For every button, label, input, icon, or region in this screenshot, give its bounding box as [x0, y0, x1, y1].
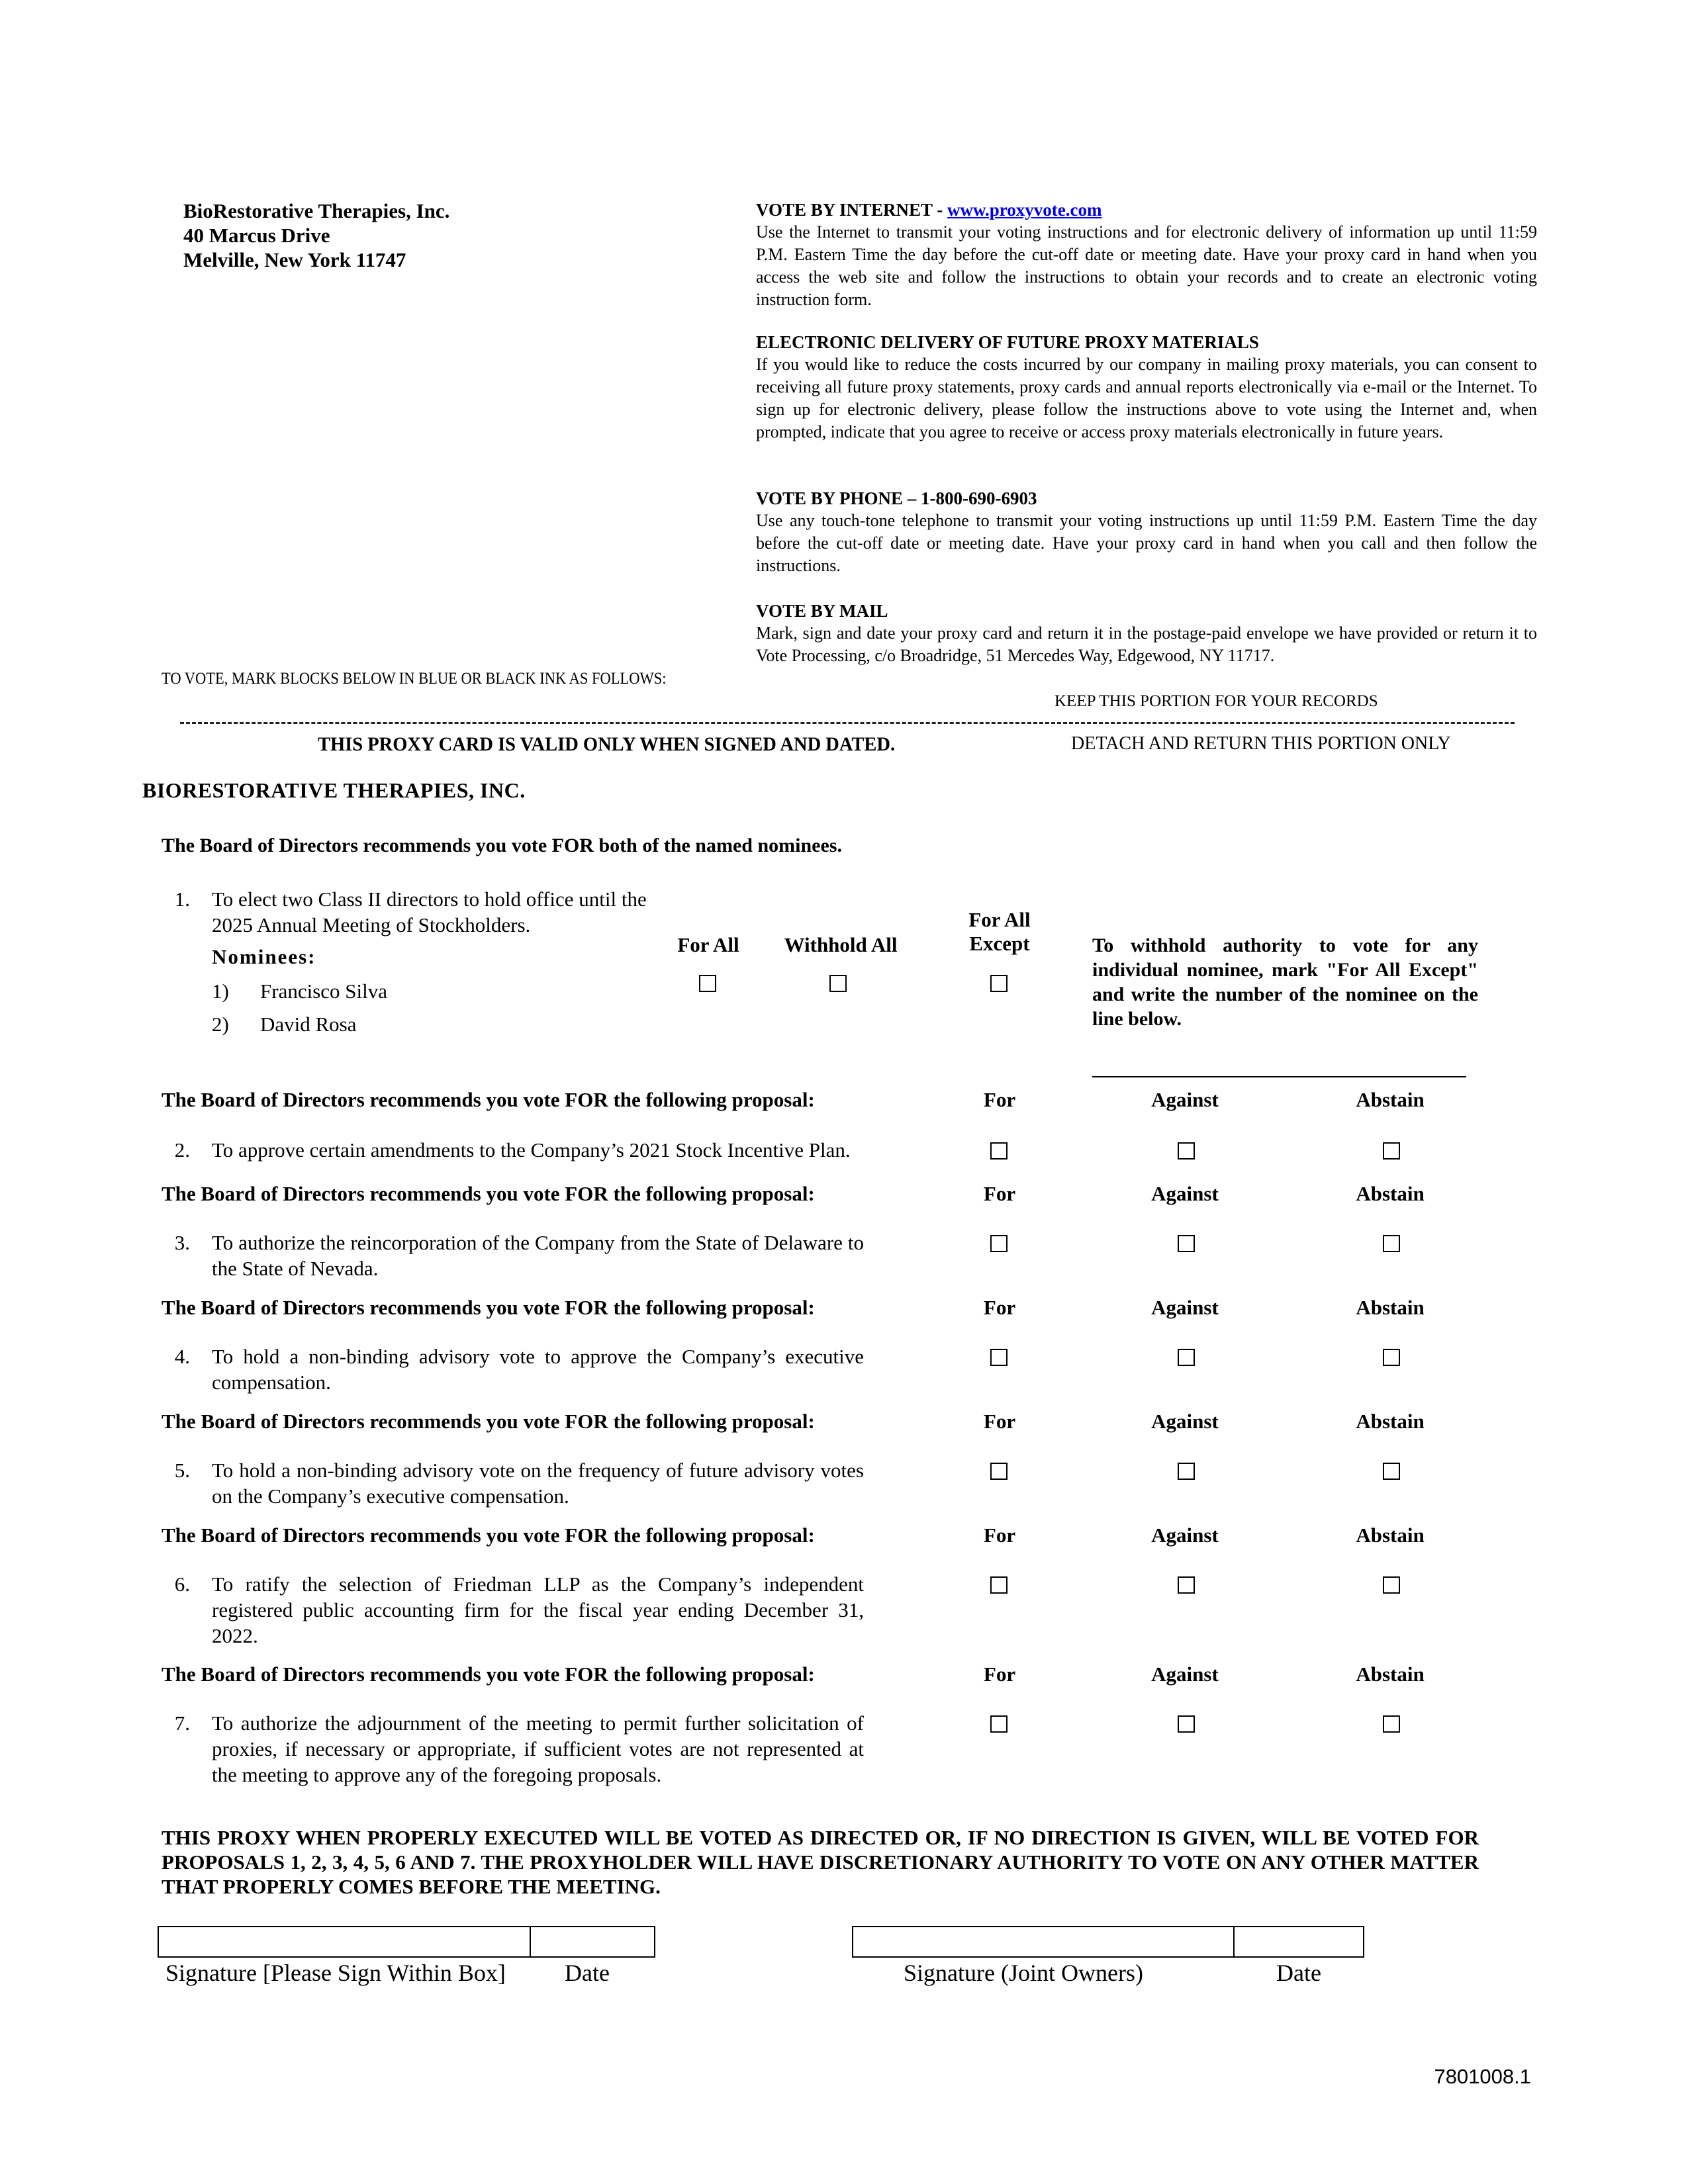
proposal-5-text: To hold a non-binding advisory vote on the frequency of future advisory votes on the Company’s executive compensation.	[212, 1459, 864, 1508]
proposal-4-recommendation: The Board of Directors recommends you vote FOR the following proposal:	[162, 1296, 815, 1319]
proposal-6-abstain-checkbox[interactable]	[1383, 1576, 1400, 1594]
proposal-3-recommendation: The Board of Directors recommends you vote FOR the following proposal:	[162, 1182, 815, 1205]
keep-portion-label: KEEP THIS PORTION FOR YOUR RECORDS	[1055, 692, 1378, 710]
company-name: BioRestorative Therapies, Inc.	[183, 199, 450, 222]
item-1-number: 1.	[174, 887, 190, 911]
proposal-5-col-abstain: Abstain	[1356, 1410, 1425, 1433]
proposal-7-number: 7.	[174, 1711, 190, 1735]
proposal-2-abstain-checkbox[interactable]	[1383, 1142, 1400, 1160]
vote-mail-section	[756, 600, 1537, 667]
proposal-5-abstain-checkbox[interactable]	[1383, 1463, 1400, 1480]
signature-label: Signature [Please Sign Within Box]	[165, 1960, 506, 1986]
to-vote-instruction: TO VOTE, MARK BLOCKS BELOW IN BLUE OR BLACK INK AS FOLLOWS:	[162, 670, 667, 688]
proposal-7-text: To authorize the adjournment of the meeting to permit further solicitation of proxies, if necessary or appropriate, if sufficient votes are not represented at the meeting to approve any of the foregoing proposals.	[212, 1711, 864, 1786]
vote-internet-body: Use the Internet to transmit your voting instructions and for electronic delivery of information up until 11:59 P.M. Eastern Time the day before the cut-off date or meeting date. Have your proxy card in hand when you access the web site and follow the instructions to obtain your records and to create an electronic voting instruction form.	[756, 222, 1537, 309]
proposal-4-for-checkbox[interactable]	[990, 1349, 1008, 1366]
proposal-3-abstain-checkbox[interactable]	[1383, 1235, 1400, 1252]
proposal-4-text: To hold a non-binding advisory vote to approve the Company’s executive compensation.	[212, 1345, 864, 1394]
vote-mail-body: Mark, sign and date your proxy card and return it in the postage-paid envelope we have provided or return it to Vote Processing, c/o Broadridge, 51 Mercedes Way, Edgewood, NY 11717.	[756, 623, 1537, 665]
proposal-5-against-checkbox[interactable]	[1178, 1463, 1195, 1480]
nominee-2-num: 2)	[212, 1013, 229, 1036]
joint-date-label: Date	[1276, 1960, 1321, 1986]
electronic-delivery-section	[756, 331, 1537, 443]
directors-recommendation: The Board of Directors recommends you vote FOR both of the named nominees.	[162, 835, 842, 856]
electronic-delivery-heading: ELECTRONIC DELIVERY OF FUTURE PROXY MATERIALS	[756, 332, 1259, 352]
vote-phone-section	[756, 487, 1537, 577]
proposal-3-against-checkbox[interactable]	[1178, 1235, 1195, 1252]
proposal-4-col-for: For	[983, 1296, 1016, 1319]
proposal-2-col-against: Against	[1151, 1088, 1219, 1111]
col-for-all: For All	[677, 933, 739, 956]
proposal-4-against-checkbox[interactable]	[1178, 1349, 1195, 1366]
proposal-3-text: To authorize the reincorporation of the Company from the State of Delaware to the State of Nevada.	[212, 1231, 864, 1280]
proposal-2-number: 2.	[174, 1138, 190, 1161]
proposal-7-for-checkbox[interactable]	[990, 1715, 1008, 1733]
proxy-warning: THIS PROXY WHEN PROPERLY EXECUTED WILL BE VOTED AS DIRECTED OR, IF NO DIRECTION IS GIVEN, WILL BE VOTED FOR PROPOSALS 1, 2, 3, 4, 5, 6 AND 7. THE PROXYHOLDER WILL HAVE DISCRETIONARY AUTHORITY TO VOTE ON ANY OTHER MATTER THAT PROPERLY COMES BEFORE THE MEETING.	[162, 1826, 1479, 1898]
vote-internet-section	[756, 199, 1537, 311]
proposal-7-recommendation: The Board of Directors recommends you vote FOR the following proposal:	[162, 1662, 815, 1686]
proposal-6-against-checkbox[interactable]	[1178, 1576, 1195, 1594]
vote-phone-heading: VOTE BY PHONE – 1-800-690-6903	[756, 488, 1037, 508]
withhold-all-checkbox[interactable]	[829, 975, 847, 992]
proposal-6-text: To ratify the selection of Friedman LLP as the Company’s independent registered public accounting firm for the fiscal year ending December 31, 2022.	[212, 1572, 864, 1647]
proposal-2-col-abstain: Abstain	[1356, 1088, 1425, 1111]
proposal-6-recommendation: The Board of Directors recommends you vote FOR the following proposal:	[162, 1524, 815, 1547]
nominee-2-name: David Rosa	[260, 1013, 357, 1036]
proposal-6-col-against: Against	[1151, 1524, 1219, 1547]
for-all-except-checkbox[interactable]	[990, 975, 1008, 992]
withhold-instruction: To withhold authority to vote for any individual nominee, mark "For All Except" and write the number of the nominee on the line below.	[1092, 934, 1478, 1030]
proposal-5-col-for: For	[983, 1410, 1016, 1433]
proxyvote-link[interactable]: www.proxyvote.com	[947, 200, 1102, 220]
valid-notice: THIS PROXY CARD IS VALID ONLY WHEN SIGNED AND DATED.	[318, 733, 896, 755]
proposal-7-col-abstain: Abstain	[1356, 1662, 1425, 1686]
proposal-5-for-checkbox[interactable]	[990, 1463, 1008, 1480]
proposal-6-col-abstain: Abstain	[1356, 1524, 1425, 1547]
proposal-2-text: To approve certain amendments to the Company’s 2021 Stock Incentive Plan.	[212, 1138, 851, 1161]
signature-box[interactable]	[158, 1926, 531, 1958]
joint-signature-label: Signature (Joint Owners)	[904, 1960, 1143, 1986]
proposal-3-col-abstain: Abstain	[1356, 1182, 1425, 1205]
proposal-5-recommendation: The Board of Directors recommends you vote FOR the following proposal:	[162, 1410, 815, 1433]
proposal-3-number: 3.	[174, 1231, 190, 1254]
nominee-number-line[interactable]	[1092, 1076, 1466, 1077]
proposal-6-number: 6.	[174, 1572, 190, 1596]
for-all-checkbox[interactable]	[699, 975, 716, 992]
document-code: 7801008.1	[1434, 2065, 1531, 2088]
electronic-delivery-body: If you would like to reduce the costs incurred by our company in mailing proxy materials, you can consent to receiving all future proxy statements, proxy cards and annual reports electronically via e-mail or the Internet. To sign up for electronic delivery, please follow the instructions above to vote using the Internet and, when prompted, indicate that you agree to receive or access proxy materials electronically in future years.	[756, 355, 1537, 441]
item-1-text: To elect two Class II directors to hold office until the 2025 Annual Meeting of Stockholders.	[212, 887, 647, 936]
proposal-7-col-for: For	[983, 1662, 1016, 1686]
nominee-1-name: Francisco Silva	[260, 979, 387, 1003]
proposal-7-abstain-checkbox[interactable]	[1383, 1715, 1400, 1733]
col-for-all-except: For All Except	[968, 908, 1031, 955]
vote-phone-body: Use any touch-tone telephone to transmit your voting instructions up until 11:59 P.M. Eastern Time the day before the cut-off date or meeting date. Have your proxy card in hand when you call and then follow the instructions.	[756, 511, 1537, 575]
proposal-3-col-against: Against	[1151, 1182, 1219, 1205]
proposal-5-col-against: Against	[1151, 1410, 1219, 1433]
proposal-4-number: 4.	[174, 1345, 190, 1368]
company-street: 40 Marcus Drive	[183, 224, 330, 247]
proposal-5-number: 5.	[174, 1459, 190, 1482]
proposal-4-abstain-checkbox[interactable]	[1383, 1349, 1400, 1366]
proposal-3-for-checkbox[interactable]	[990, 1235, 1008, 1252]
vote-mail-heading: VOTE BY MAIL	[756, 601, 888, 621]
proposal-4-col-against: Against	[1151, 1296, 1219, 1319]
proposal-6-col-for: For	[983, 1524, 1016, 1547]
proposal-2-against-checkbox[interactable]	[1178, 1142, 1195, 1160]
signature-date-box[interactable]	[530, 1926, 655, 1958]
proposal-3-col-for: For	[983, 1182, 1016, 1205]
joint-signature-box[interactable]	[852, 1926, 1235, 1958]
nominees-label: Nominees:	[212, 945, 316, 968]
card-title: BIORESTORATIVE THERAPIES, INC.	[142, 778, 526, 802]
joint-signature-date-box[interactable]	[1233, 1926, 1364, 1958]
nominee-1-num: 1)	[212, 979, 229, 1003]
detach-notice: DETACH AND RETURN THIS PORTION ONLY	[1071, 733, 1451, 754]
detach-line	[180, 722, 1515, 724]
proposal-2-recommendation: The Board of Directors recommends you vote FOR the following proposal:	[162, 1088, 815, 1111]
proposal-2-for-checkbox[interactable]	[990, 1142, 1008, 1160]
proposal-7-against-checkbox[interactable]	[1178, 1715, 1195, 1733]
vote-internet-heading: VOTE BY INTERNET -	[756, 200, 948, 220]
col-withhold-all: Withhold All	[784, 933, 898, 956]
proposal-4-col-abstain: Abstain	[1356, 1296, 1425, 1319]
company-city: Melville, New York 11747	[183, 248, 406, 271]
proposal-6-for-checkbox[interactable]	[990, 1576, 1008, 1594]
proposal-2-col-for: For	[983, 1088, 1016, 1111]
signature-date-label: Date	[565, 1960, 610, 1986]
company-address	[183, 199, 449, 272]
proposal-7-col-against: Against	[1151, 1662, 1219, 1686]
